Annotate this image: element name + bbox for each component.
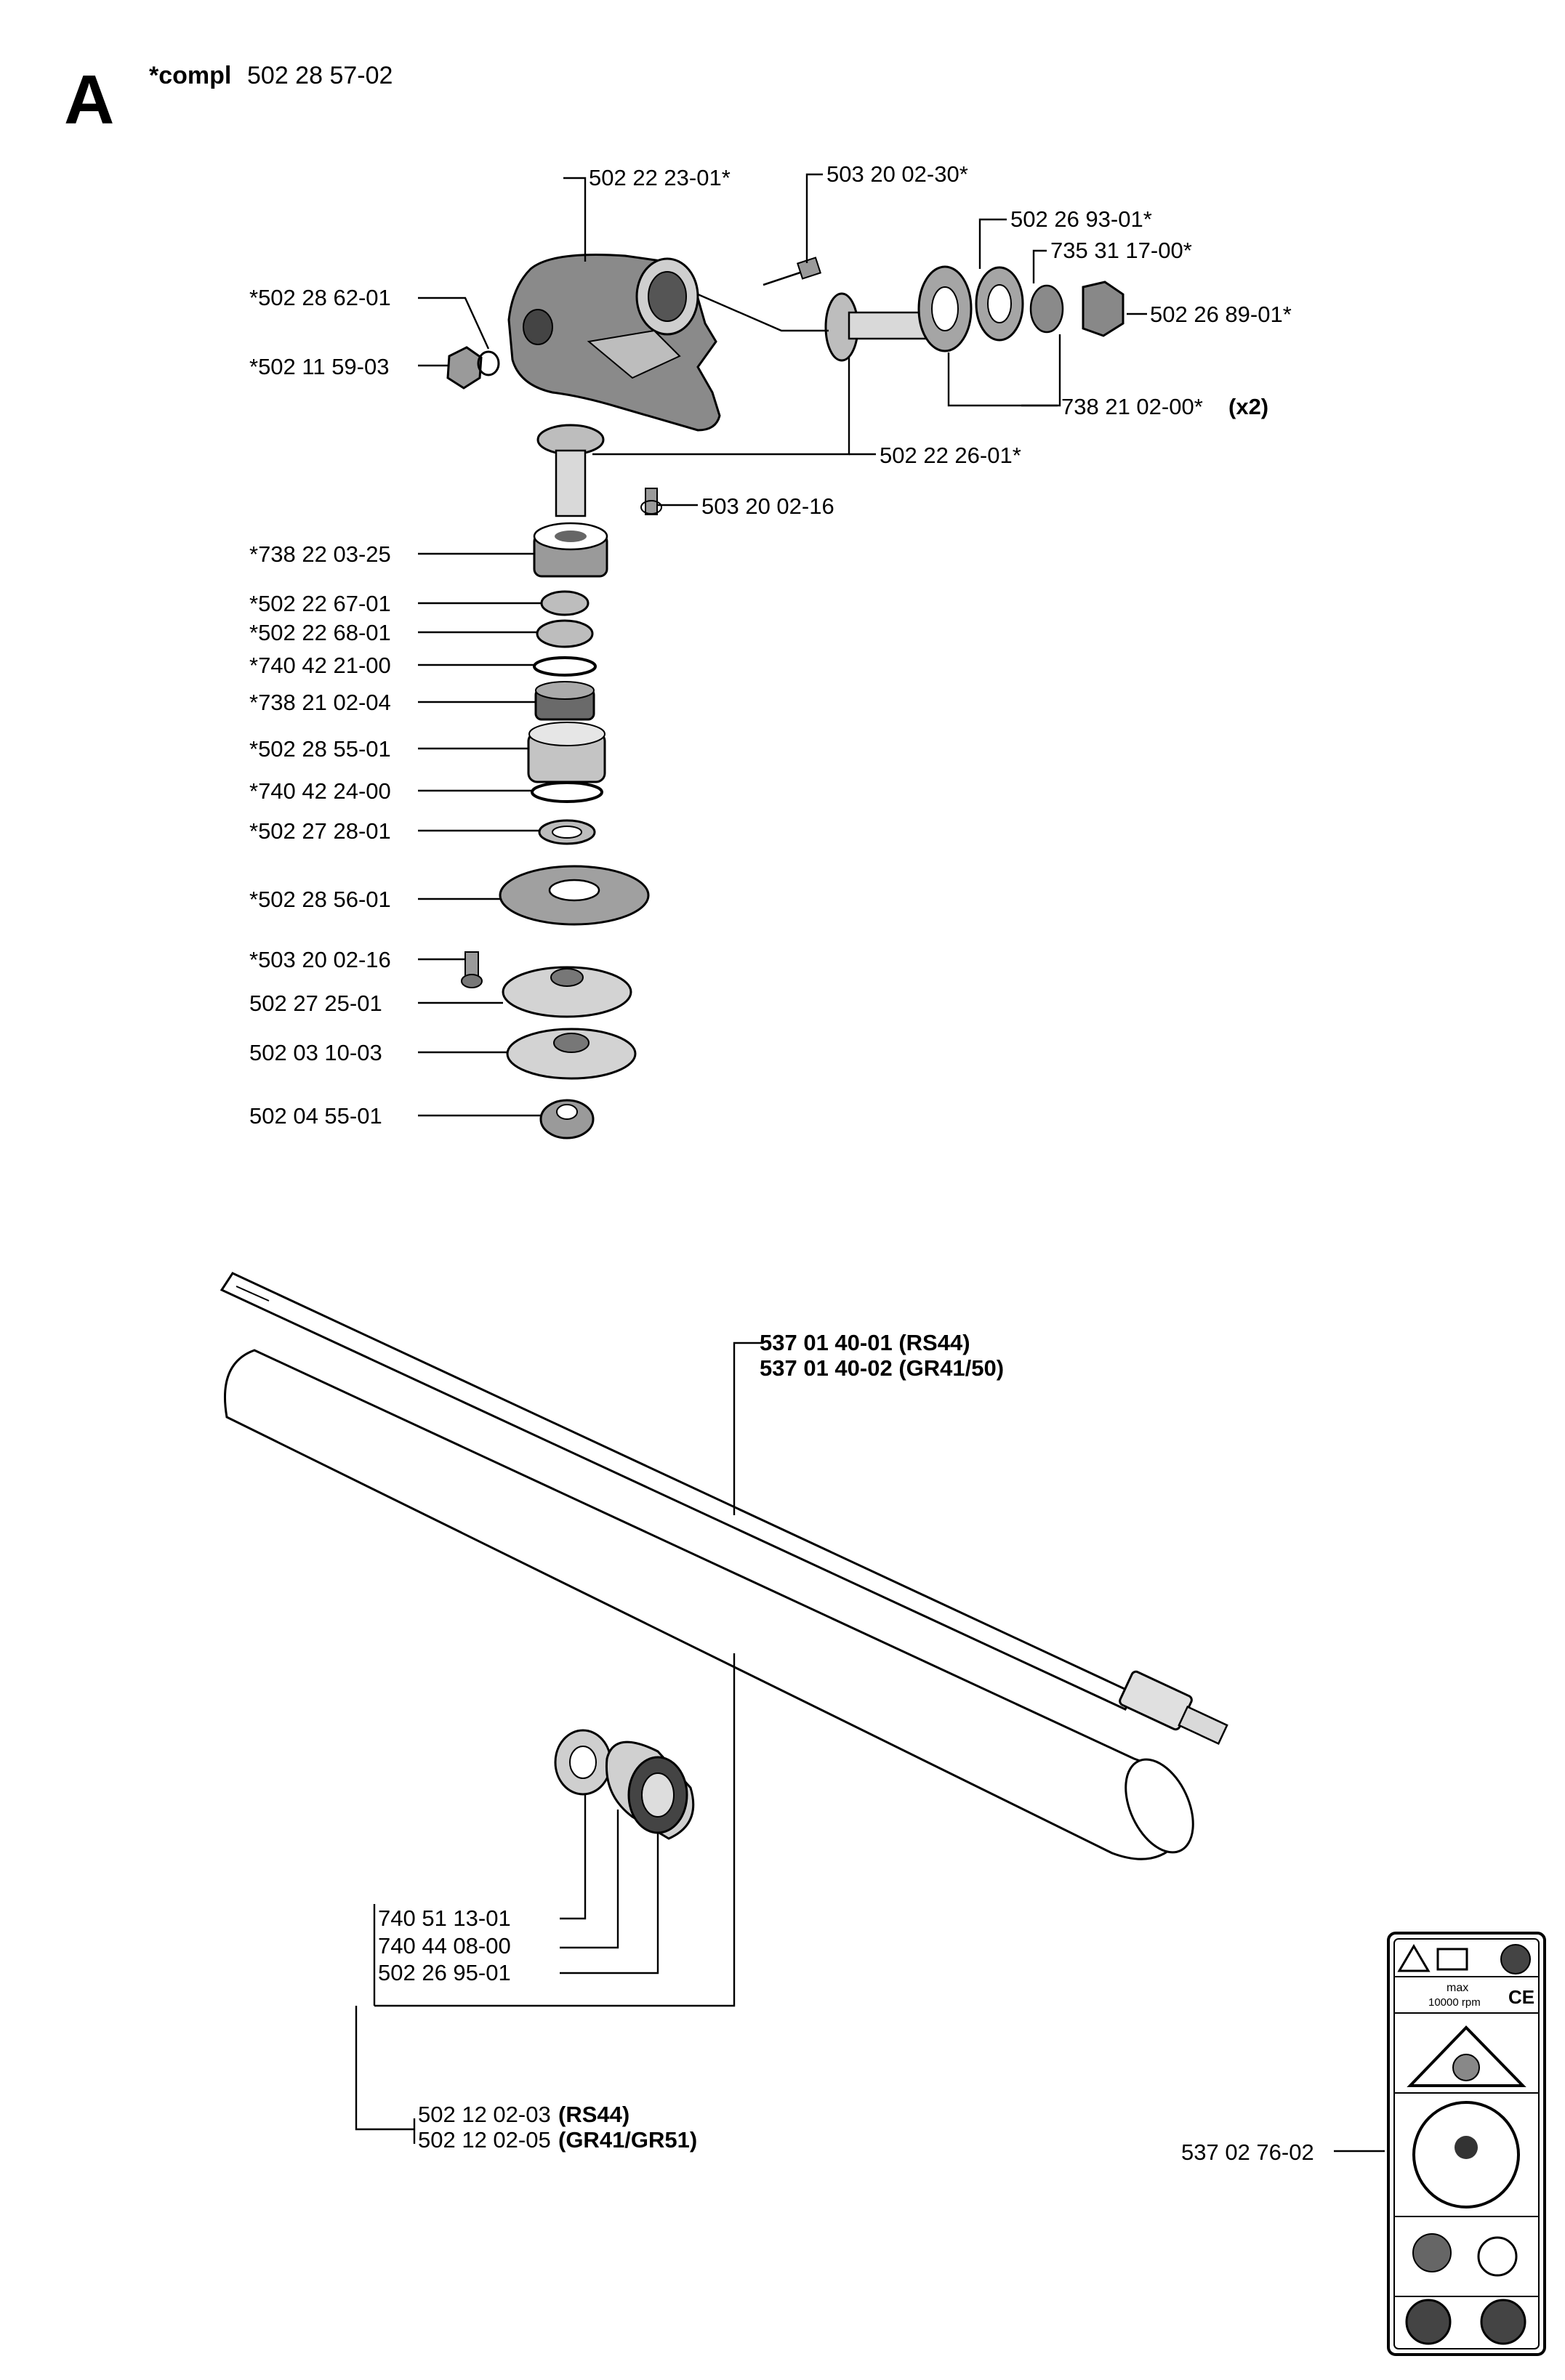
label-738-21-02-04: *738 21 02-04 [249, 690, 391, 715]
section-letter: A [64, 61, 115, 139]
bevel-gear-vertical [538, 425, 603, 516]
support-cup [503, 967, 631, 1017]
label-740-51-13-01: 740 51 13-01 [378, 1905, 511, 1931]
ce-mark-icon: CE [1508, 1986, 1535, 2008]
label-502-22-67-01: *502 22 67-01 [249, 591, 391, 616]
helmet-icon [1501, 1945, 1530, 1974]
label-735-31-17-00: 735 31 17-00* [1050, 238, 1192, 263]
label-738-22-03-25: *738 22 03-25 [249, 541, 391, 567]
gloves-icon [1407, 2300, 1450, 2344]
gear-housing [509, 254, 720, 430]
screw-lower [462, 952, 482, 988]
label-tube-gr-model: (GR41/GR51) [558, 2127, 698, 2153]
label-503-20-02-16-star: *503 20 02-16 [249, 947, 391, 972]
rubber-bushings [555, 1730, 693, 1839]
label-502-28-56-01: *502 28 56-01 [249, 887, 391, 912]
nut [541, 1100, 593, 1138]
label-tube-gr-number: 502 12 02-05 [418, 2127, 551, 2153]
tube [225, 1350, 1207, 1863]
compl-number: 502 28 57-02 [247, 62, 393, 89]
screw-small [641, 488, 661, 515]
label-740-44-08-00: 740 44 08-00 [378, 1933, 511, 1959]
label-shaft-gr: 537 01 40-02 (GR41/50) [760, 1355, 1005, 1381]
label-740-42-24-00: *740 42 24-00 [249, 778, 391, 804]
label-537-02-76-02: 537 02 76-02 [1181, 2139, 1314, 2165]
warning-decal [1388, 1933, 1545, 2355]
label-tube-rs44-model: (RS44) [558, 2102, 630, 2127]
decal-rpm: 10000 rpm [1428, 1996, 1481, 2009]
bearing-stack [528, 523, 607, 844]
hex-plug [448, 347, 499, 388]
label-502-26-95-01: 502 26 95-01 [378, 1960, 511, 1985]
drive-shaft [222, 1273, 1227, 1743]
label-502-22-68-01: *502 22 68-01 [249, 620, 391, 645]
label-shaft-rs44: 537 01 40-01 (RS44) [760, 1330, 970, 1355]
label-502-27-28-01: *502 27 28-01 [249, 818, 391, 844]
label-502-22-26-01: 502 22 26-01* [880, 443, 1021, 468]
support-cup-lower [507, 1029, 635, 1078]
bearing-pair [919, 267, 1123, 351]
label-502-28-55-01: *502 28 55-01 [249, 736, 391, 762]
manual-icon [1438, 1949, 1467, 1969]
label-502-22-23-01: 502 22 23-01* [589, 165, 731, 190]
screw-top [763, 258, 821, 285]
label-502-04-55-01: 502 04 55-01 [249, 1103, 382, 1129]
label-503-20-02-30: 503 20 02-30* [826, 161, 968, 187]
label-502-11-59-03: *502 11 59-03 [249, 354, 390, 379]
label-502-26-89-01: 502 26 89-01* [1150, 302, 1292, 327]
compl-prefix: *compl [149, 62, 232, 89]
label-502-26-93-01: 502 26 93-01* [1010, 206, 1152, 232]
flange-upper [500, 866, 648, 924]
decal-max: max [1447, 1982, 1469, 1994]
boots-icon [1481, 2300, 1525, 2344]
label-503-20-02-16: 503 20 02-16 [701, 493, 834, 519]
bevel-gear-horizontal [826, 294, 929, 360]
label-qty-x2: (x2) [1228, 394, 1269, 419]
label-502-03-10-03: 502 03 10-03 [249, 1040, 382, 1065]
label-738-21-02-00: 738 21 02-00* [1061, 394, 1203, 419]
label-502-27-25-01: 502 27 25-01 [249, 991, 382, 1016]
label-502-28-62-01: *502 28 62-01 [249, 285, 391, 310]
label-740-42-21-00: *740 42 21-00 [249, 653, 391, 678]
label-tube-rs44-number: 502 12 02-03 [418, 2102, 551, 2127]
